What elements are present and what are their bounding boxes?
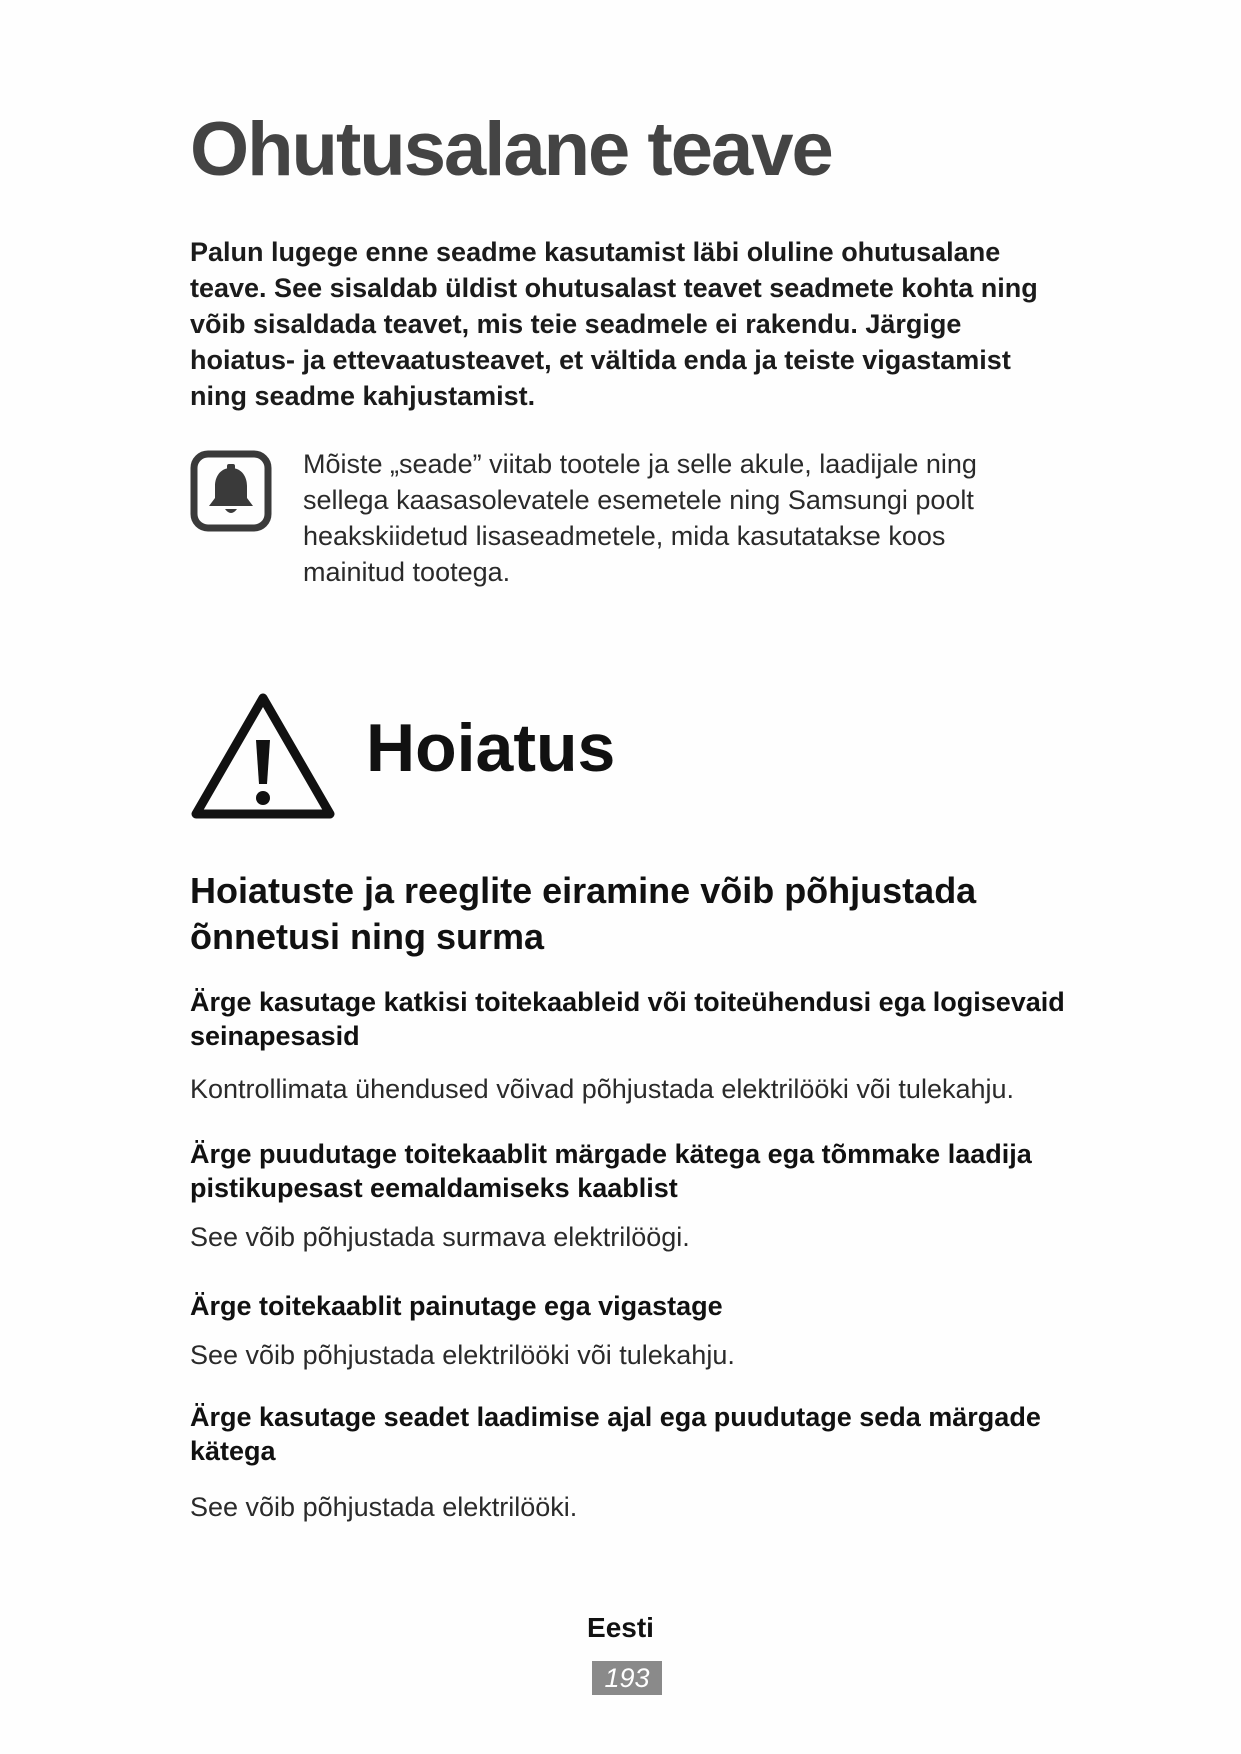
item-title: Ärge kasutage katkisi toitekaableid või toiteühendusi ega logisevaid seinapesasid — [190, 987, 1065, 1051]
item-text: See võib põhjustada surmava elektrilöögi. — [190, 1222, 690, 1252]
item-text: Kontrollimata ühendused võivad põhjustada elektrilööki või tulekahju. — [190, 1074, 1015, 1104]
section-heading: Hoiatuste ja reeglite eiramine võib põhjustada õnnetusi ning surma — [190, 870, 977, 957]
page-number: 193 — [592, 1661, 662, 1695]
item-text: See võib põhjustada elektrilööki. — [190, 1492, 578, 1522]
page-title: Ohutusalane teave — [190, 107, 832, 192]
footer-language: Eesti — [587, 1612, 654, 1643]
item-title: Ärge kasutage seadet laadimise ajal ega puudutage seda märgade kätega — [190, 1402, 1041, 1466]
item-title: Ärge puudutage toitekaablit märgade kätega ega tõmmake laadija pistikupesast eemaldamiseks kaablist — [190, 1139, 1032, 1203]
warning-triangle-icon — [188, 688, 338, 822]
intro-paragraph: Palun lugege enne seadme kasutamist läbi oluline ohutusalane teave. See sisaldab üldist ohutusalast teavet seadmete kohta ning võib sisaldada teavet, mis teie seadmele ei rakendu. Järgige hoiatus- ja ettevaatusteavet, et vältida enda ja teiste vigastamist ning seadme kahjustamist. — [190, 237, 1038, 411]
item-title: Ärge toitekaablit painutage ega vigastage — [190, 1291, 723, 1321]
note-text: Mõiste „seade” viitab tootele ja selle akule, laadijale ning sellega kaasasolevatele esemetele ning Samsungi poolt heakskiidetud lisaseadmetele, mida kasutatakse koos mainitud tootega. — [303, 449, 977, 587]
item-text: See võib põhjustada elektrilööki või tulekahju. — [190, 1340, 735, 1370]
bell-icon — [190, 450, 272, 532]
warning-title: Hoiatus — [366, 710, 616, 786]
